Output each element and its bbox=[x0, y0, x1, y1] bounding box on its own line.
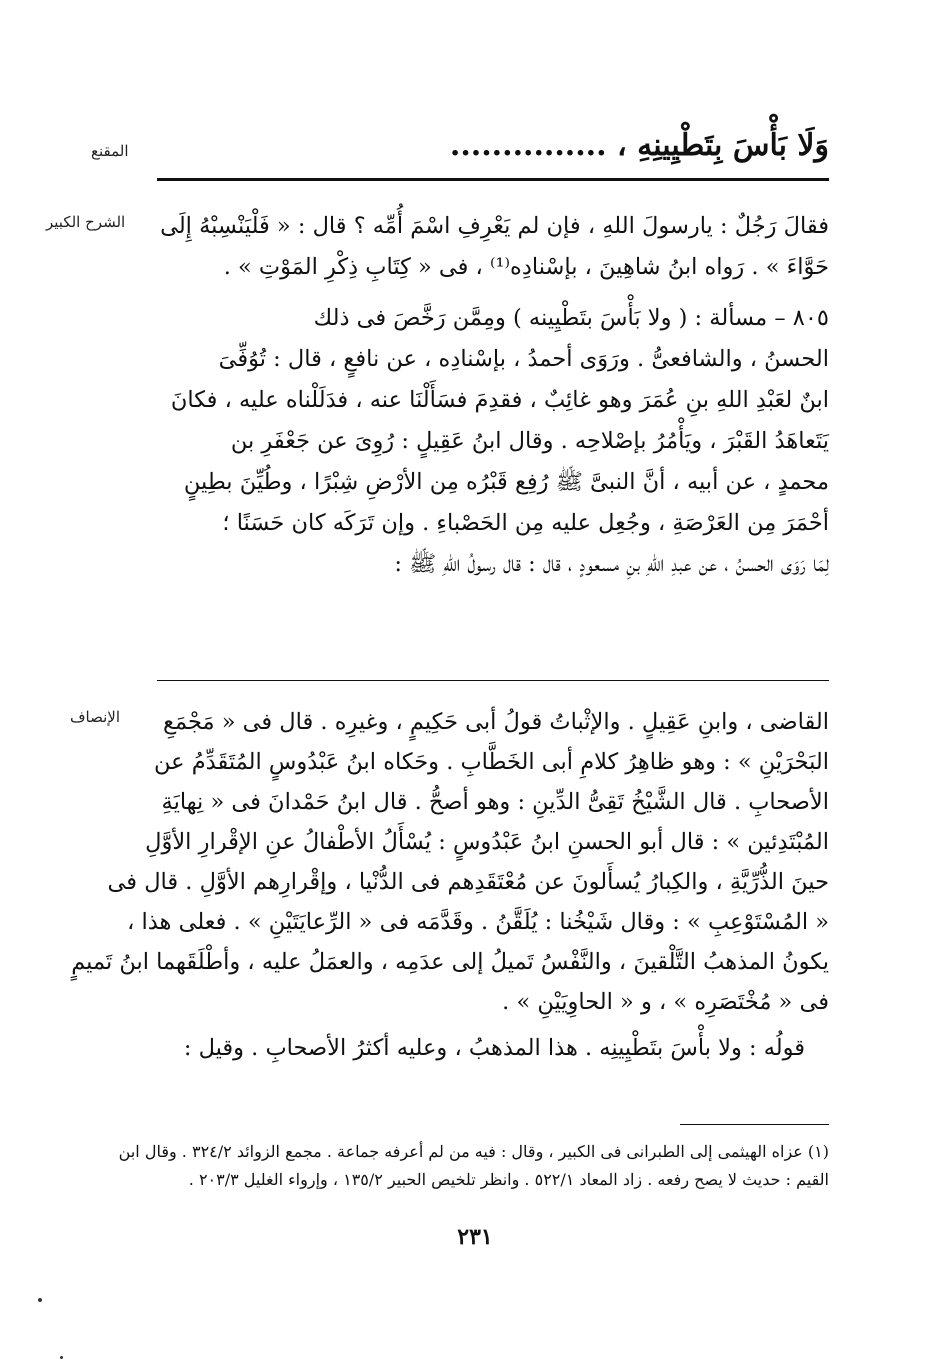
page-running-title: وَلَا بَأْسَ بِتَطْيِينِهِ ، ............... bbox=[449, 128, 829, 163]
text-line: المُبْتَدِئين » : قال أبو الحسنِ ابنُ عَبْدُوسٍ : يُسْأَلُ الأطْفالُ عنِ الإقْرارِ الأوَّلِ bbox=[145, 829, 829, 855]
sharh-side-label: الشرح الكبير bbox=[46, 213, 126, 231]
page-number: ٢٣١ bbox=[457, 1224, 493, 1250]
text-line: البَحْرَيْنِ » : وهو ظاهِرُ كلامِ أبى الخَطَّابِ . وحَكاه ابنُ عَبْدُوسٍ المُتَقَدِّمُ عن bbox=[154, 749, 829, 775]
section-divider bbox=[157, 680, 829, 681]
masala-heading-line: ٨٠٥ – مسألة : ( ولا بَأْسَ بتَطْيِينه ) ومِمَّن رَخَّصَ فى ذلك bbox=[313, 305, 829, 331]
header-side-label: المقنع bbox=[91, 142, 129, 160]
text-line: أحْمَرَ مِن العَرْصَةِ ، وجُعِل عليه مِن الحَصْباءِ . وإن تَرَكَه كان حَسَنًا ؛ bbox=[222, 510, 829, 536]
insaf-side-label: الإنصاف bbox=[70, 708, 121, 726]
footnote-rule bbox=[680, 1124, 829, 1125]
text-line: محمدٍ ، عن أبيه ، أنَّ النبىَّ ﷺ رُفِع قَبْرُه مِن الأرْضِ شِبْرًا ، وطُيِّنَ بطِينٍ bbox=[183, 469, 829, 495]
text-line: قولُه : ولا بأْسَ بتَطْيِينِه . هذا المذهبُ ، وعليه أكثرُ الأصحابِ . وقيل : bbox=[183, 1035, 805, 1061]
text-line: لِمَا رَوَى الحسنُ ، عن عبدِ اللهِ بنِ مسعودٍ ، قال : قال رسولُ اللهِ ﷺ : bbox=[394, 551, 829, 577]
text-line: فقالَ رَجُلٌ : يارسولَ اللهِ ، فإن لم يَعْرِفِ اسْمَ أُمِّه ؟ قال : « فَلْيَنْسِبْهُ إِلَى bbox=[160, 213, 829, 239]
text-line: ابنٌ لعَبْدِ اللهِ بنِ عُمَرَ وهو غائِبٌ ، فقدِمَ فسَأَلْنَا عنه ، فدَلَلْناه عليه ، فكانَ bbox=[170, 387, 829, 413]
text-line: الأصحابِ . قال الشَّيْخُ تَقِىُّ الدِّينِ : وهو أصحُّ . قال ابنُ حَمْدانَ فى « نِهايَةِ bbox=[161, 789, 829, 815]
sharh-text-block bbox=[157, 206, 829, 585]
footnote-block bbox=[118, 1138, 829, 1194]
text-line: حَوَّاءَ » . رَواه ابنُ شاهِينَ ، بإسْنادِه⁽¹⁾ ، فى « كِتَابِ ذِكْرِ المَوْتِ » . bbox=[223, 254, 829, 280]
footnote-line: القيم : حديث لا يصح رفعه . زاد المعاد ٥٢٢/١ . وانظر تلخيص الحبير ١٣٥/٢ ، وإرواء الغليل ٢٠٣/٣ . bbox=[188, 1170, 829, 1189]
header-rule bbox=[157, 178, 829, 181]
text-line: يكونُ المذهبُ التَّلْقينَ ، والنَّفْسُ تَميلُ إلى عدَمِه ، والعمَلُ عليه ، وأطْلَقَهما ابنُ تَميمٍ bbox=[71, 949, 829, 975]
text-line: الحسنُ ، والشافعىُّ . ورَوَى أحمدُ ، بإسْنادِه ، عن نافعٍ ، قال : تُوُفِّىَ bbox=[218, 346, 829, 372]
text-line: فى « مُخْتَصَرِه » ، و « الحاوِيَيْنِ » . bbox=[502, 989, 829, 1015]
scan-speck bbox=[38, 1298, 42, 1302]
text-line: القاضى ، وابنِ عَقِيلٍ . والإثْباتُ قولُ أبى حَكِيمٍ ، وغيرِه . قال فى « مَجْمَعِ bbox=[162, 709, 829, 735]
text-line: يَتَعاهَدُ القَبْرَ ، ويَأْمُرُ بإصْلاحِه . وقال ابنُ عَقِيلٍ : رُوِىَ عن جَعْفَرِ بن bbox=[230, 428, 829, 454]
text-line: « المُسْتَوْعِبِ » : وقال شَيْخُنا : يُلَقَّنُ . وقَدَّمَه فى « الرِّعايَتَيْنِ » . فعلى هذا ، bbox=[127, 909, 829, 935]
scan-speck bbox=[60, 1356, 63, 1359]
text-line: حينَ الذُّرِّيَّةِ ، والكِبارُ يُسأَلونَ عن مُعْتَقَدِهم فى الدُّنْيا ، وإقْرارِهم الأوَّلِ . قال فى bbox=[107, 869, 829, 895]
footnote-line: (١) عزاه الهيثمى إلى الطبرانى فى الكبير ، وقال : فيه من لم أعرفه جماعة . مجمع الزوائد ٣٢٤/٢ . وقال ابن bbox=[118, 1142, 829, 1161]
